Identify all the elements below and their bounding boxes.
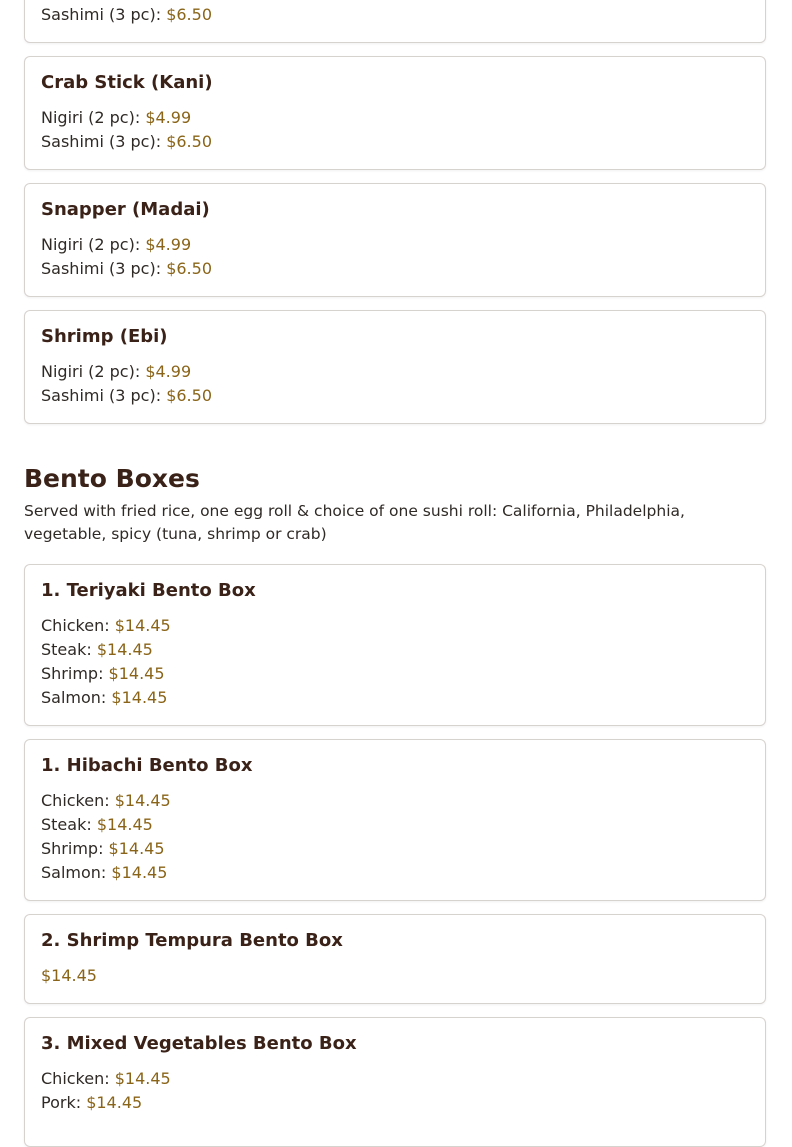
option-label: Salmon: bbox=[41, 863, 112, 882]
sashimi-label: Sashimi (3 pc): bbox=[41, 259, 167, 278]
option-label: Chicken: bbox=[41, 1069, 115, 1088]
menu-item-name: Shrimp (Ebi) bbox=[41, 326, 168, 347]
sashimi-price: $6.50 bbox=[166, 259, 212, 278]
bento-item-name: 1. Teriyaki Bento Box bbox=[41, 580, 256, 601]
menu-item-card-previous bbox=[24, 0, 766, 43]
menu-item-card bbox=[24, 56, 766, 170]
bento-item-name: 3. Mixed Vegetables Bento Box bbox=[41, 1033, 357, 1054]
option-price: $14.45 bbox=[114, 791, 171, 810]
bento-option-line bbox=[41, 686, 167, 710]
option-label: Steak: bbox=[41, 815, 97, 834]
menu-item-card bbox=[24, 183, 766, 297]
bento-item-name: 2. Shrimp Tempura Bento Box bbox=[41, 930, 343, 951]
option-label: Chicken: bbox=[41, 616, 115, 635]
option-label: Pork: bbox=[41, 1093, 87, 1112]
sashimi-price: $6.50 bbox=[166, 132, 212, 151]
bento-item-card bbox=[24, 739, 766, 901]
nigiri-price: $4.99 bbox=[145, 235, 192, 254]
option-label: Salmon: bbox=[41, 688, 112, 707]
option-label: Chicken: bbox=[41, 791, 115, 810]
bento-item-card bbox=[24, 914, 766, 1004]
bento-option-line bbox=[41, 662, 165, 686]
menu-item-card bbox=[24, 310, 766, 424]
sashimi-price: $6.50 bbox=[166, 5, 212, 24]
option-price: $14.45 bbox=[114, 1069, 171, 1088]
bento-item-card bbox=[24, 1017, 766, 1147]
bento-item-name: 1. Hibachi Bento Box bbox=[41, 755, 253, 776]
bento-option-line bbox=[41, 837, 165, 861]
nigiri-label: Nigiri (2 pc): bbox=[41, 108, 146, 127]
option-price: $14.45 bbox=[96, 640, 153, 659]
menu-item-name: Crab Stick (Kani) bbox=[41, 72, 213, 93]
option-price: $14.45 bbox=[108, 839, 165, 858]
nigiri-label: Nigiri (2 pc): bbox=[41, 235, 146, 254]
option-price: $14.45 bbox=[96, 815, 153, 834]
bento-option-line bbox=[41, 1091, 142, 1115]
section-title-bento: Bento Boxes bbox=[24, 464, 200, 493]
nigiri-line bbox=[41, 106, 191, 130]
option-price: $14.45 bbox=[111, 688, 168, 707]
sashimi-line bbox=[41, 130, 212, 154]
nigiri-line bbox=[41, 233, 191, 257]
sashimi-line bbox=[41, 384, 212, 408]
nigiri-line bbox=[41, 360, 191, 384]
option-price: $14.45 bbox=[86, 1093, 143, 1112]
bento-option-line bbox=[41, 789, 171, 813]
section-description: Served with fried rice, one egg roll & choice of one sushi roll: California, Philadelphia, vegetable, spicy (tuna, shrimp or crab) bbox=[24, 502, 685, 543]
sashimi-label: Sashimi (3 pc): bbox=[41, 5, 167, 24]
sashimi-label: Sashimi (3 pc): bbox=[41, 132, 167, 151]
sashimi-label: Sashimi (3 pc): bbox=[41, 386, 167, 405]
bento-option-line bbox=[41, 1067, 171, 1091]
bento-option-line bbox=[41, 638, 153, 662]
bento-item-card bbox=[24, 564, 766, 726]
nigiri-price: $4.99 bbox=[145, 362, 192, 381]
nigiri-label: Nigiri (2 pc): bbox=[41, 362, 146, 381]
sashimi-line bbox=[41, 3, 212, 27]
bento-price: $14.45 bbox=[41, 966, 97, 985]
bento-option-line bbox=[41, 614, 171, 638]
option-price: $14.45 bbox=[111, 863, 168, 882]
sashimi-line bbox=[41, 257, 212, 281]
bento-price-line bbox=[41, 964, 97, 988]
sashimi-price: $6.50 bbox=[166, 386, 212, 405]
option-label: Steak: bbox=[41, 640, 97, 659]
option-price: $14.45 bbox=[114, 616, 171, 635]
menu-item-name: Snapper (Madai) bbox=[41, 199, 210, 220]
option-price: $14.45 bbox=[108, 664, 165, 683]
bento-option-line bbox=[41, 861, 167, 885]
option-label: Shrimp: bbox=[41, 839, 109, 858]
nigiri-price: $4.99 bbox=[145, 108, 192, 127]
option-label: Shrimp: bbox=[41, 664, 109, 683]
bento-option-line bbox=[41, 813, 153, 837]
